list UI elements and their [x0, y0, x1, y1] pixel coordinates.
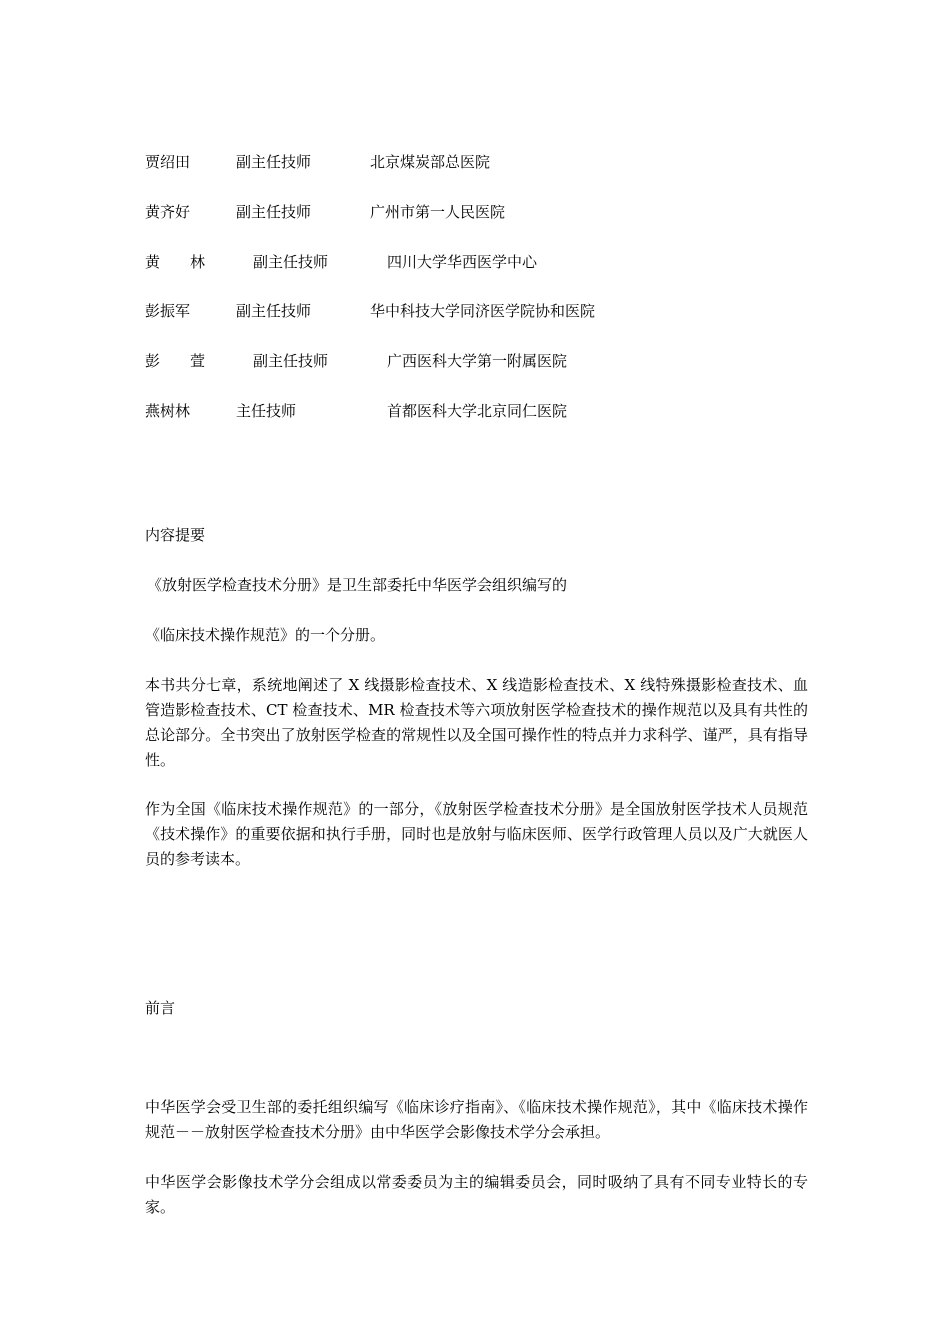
summary-heading: 内容提要	[145, 526, 206, 544]
staff-row	[0, 399, 950, 423]
staff-name: 燕树林	[145, 402, 191, 420]
staff-name: 黄 林	[145, 253, 206, 271]
staff-row	[0, 150, 950, 174]
staff-row	[0, 349, 950, 373]
staff-name: 彭振军	[145, 302, 191, 320]
summary-paragraph: 作为全国《临床技术操作规范》的一部分，《放射医学检查技术分册》是全国放射医学技术人员规范《技术操作》的重要依据和执行手册，同时也是放射与临床医师、医学行政管理人员以及广大就医人员的参考读本。	[145, 800, 808, 868]
staff-title: 副主任技师	[236, 203, 312, 221]
summary-intro-line: 《放射医学检查技术分册》是卫生部委托中华医学会组织编写的	[147, 576, 568, 594]
staff-institution: 广西医科大学第一附属医院	[387, 352, 568, 370]
staff-row	[0, 299, 950, 323]
staff-institution: 华中科技大学同济医学院协和医院	[370, 302, 596, 320]
staff-institution: 北京煤炭部总医院	[370, 153, 491, 171]
staff-name: 彭 萱	[145, 352, 206, 370]
staff-row	[0, 250, 950, 274]
staff-title: 主任技师	[236, 402, 297, 420]
staff-institution: 四川大学华西医学中心	[387, 253, 538, 271]
staff-title: 副主任技师	[236, 302, 312, 320]
staff-institution: 广州市第一人民医院	[370, 203, 506, 221]
staff-title: 副主任技师	[253, 352, 329, 370]
preface-paragraph: 中华医学会影像技术学分会组成以常委委员为主的编辑委员会，同时吸纳了具有不同专业特长的专家。	[145, 1173, 808, 1216]
summary-intro-line: 《临床技术操作规范》的一个分册。	[145, 626, 386, 644]
staff-name: 黄齐好	[145, 203, 191, 221]
summary-paragraph: 本书共分七章，系统地阐述了 X 线摄影检查技术、X 线造影检查技术、X 线特殊摄影检查技术、血管造影检查技术、CT 检查技术、MR 检查技术等六项放射医学检查技术的操作规范以及具有共性的总论部分。全书突出了放射医学检查的常规性以及全国可操作性的特点并力求科学、谨严，具有指导性。	[145, 676, 808, 769]
staff-name: 贾绍田	[145, 153, 191, 171]
preface-heading: 前言	[145, 999, 176, 1017]
staff-row	[0, 200, 950, 224]
staff-institution: 首都医科大学北京同仁医院	[387, 402, 568, 420]
staff-title: 副主任技师	[236, 153, 312, 171]
preface-paragraph: 中华医学会受卫生部的委托组织编写《临床诊疗指南》、《临床技术操作规范》，其中《临床技术操作规范－－放射医学检查技术分册》由中华医学会影像技术学分会承担。	[145, 1098, 808, 1141]
staff-title: 副主任技师	[253, 253, 329, 271]
